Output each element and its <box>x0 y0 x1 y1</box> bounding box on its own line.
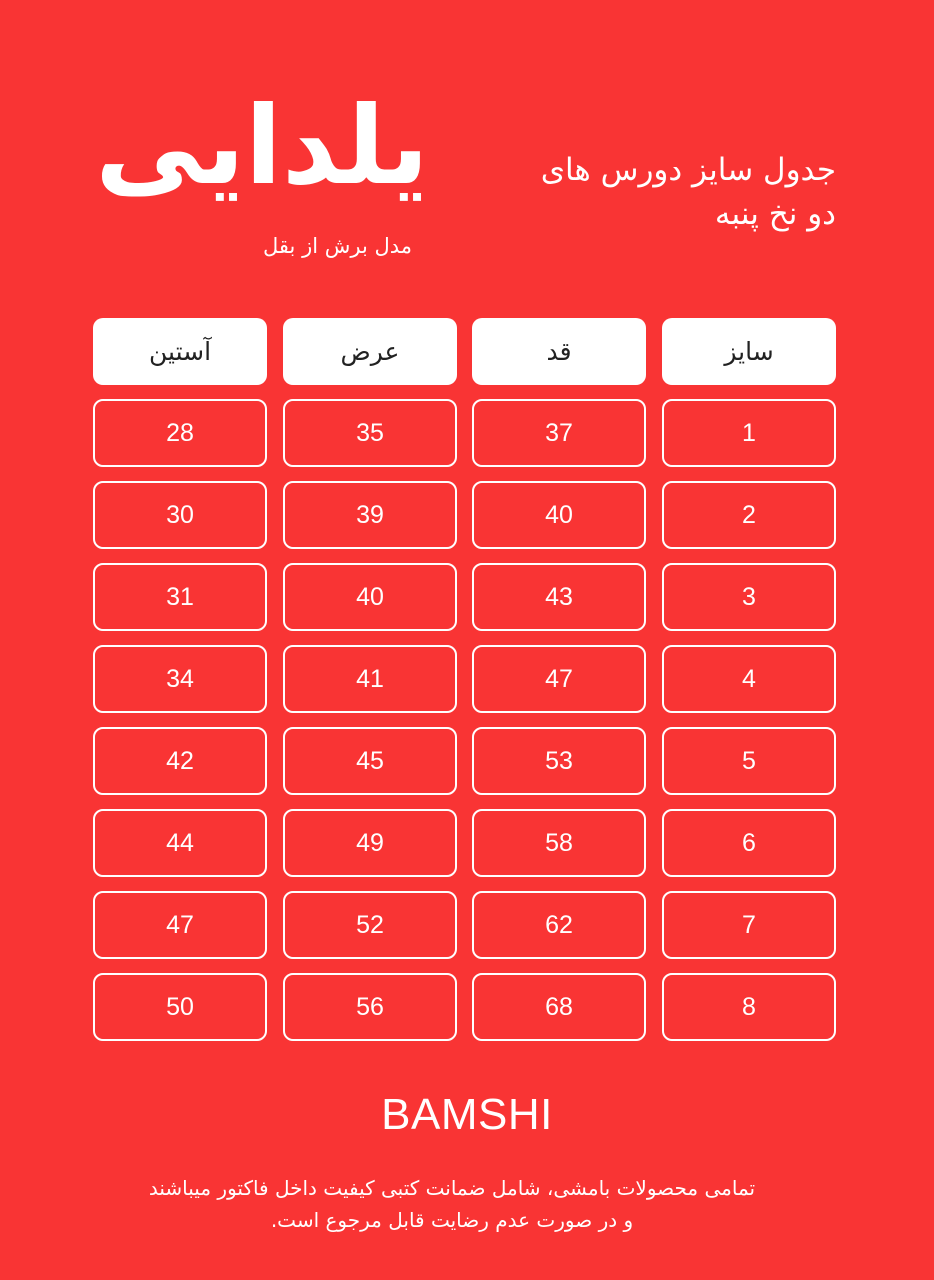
sleeve-cell: 28 <box>93 399 267 467</box>
logo-title: یلدایی <box>95 84 429 209</box>
size-cell: 1 <box>662 399 836 467</box>
table-row <box>93 973 837 1041</box>
width-cell: 56 <box>283 973 457 1041</box>
size-cell: 2 <box>662 481 836 549</box>
chart-title-line-2: دو نخ پنبه <box>714 196 836 232</box>
sleeve-cell: 34 <box>93 645 267 713</box>
size-cell: 4 <box>662 645 836 713</box>
table-row <box>93 563 837 631</box>
table-row <box>93 645 837 713</box>
length-cell: 58 <box>472 809 646 877</box>
sleeve-cell: 44 <box>93 809 267 877</box>
chart-title-line-1: جدول سایز دورس های <box>540 152 836 188</box>
width-cell: 39 <box>283 481 457 549</box>
sleeve-cell: 31 <box>93 563 267 631</box>
table-row <box>93 399 837 467</box>
brand-name: BAMSHI <box>381 1090 553 1139</box>
size-cell: 6 <box>662 809 836 877</box>
size-cell: 8 <box>662 973 836 1041</box>
length-cell: 53 <box>472 727 646 795</box>
column-header-size: سایز <box>662 318 836 385</box>
width-cell: 45 <box>283 727 457 795</box>
column-header-length: قد <box>472 318 646 385</box>
chart-title <box>476 148 836 236</box>
table-row <box>93 727 837 795</box>
width-cell: 41 <box>283 645 457 713</box>
column-header-width: عرض <box>283 318 457 385</box>
footer-line-1: تمامی محصولات بامشی، شامل ضمانت کتبی کیفیت داخل فاکتور میباشند <box>148 1176 756 1200</box>
length-cell: 43 <box>472 563 646 631</box>
length-cell: 47 <box>472 645 646 713</box>
footer-note <box>120 1172 784 1236</box>
length-cell: 40 <box>472 481 646 549</box>
sleeve-cell: 30 <box>93 481 267 549</box>
table-row <box>93 891 837 959</box>
footer-line-2: و در صورت عدم رضایت قابل مرجوع است. <box>270 1208 634 1232</box>
width-cell: 52 <box>283 891 457 959</box>
table-row <box>93 481 837 549</box>
length-cell: 37 <box>472 399 646 467</box>
size-cell: 5 <box>662 727 836 795</box>
sleeve-cell: 50 <box>93 973 267 1041</box>
cut-style-note: مدل برش از بقل <box>263 234 412 258</box>
size-cell: 7 <box>662 891 836 959</box>
size-table <box>93 318 837 1055</box>
table-header-row <box>93 318 837 385</box>
sleeve-cell: 42 <box>93 727 267 795</box>
sleeve-cell: 47 <box>93 891 267 959</box>
width-cell: 40 <box>283 563 457 631</box>
size-cell: 3 <box>662 563 836 631</box>
column-header-sleeve: آستین <box>93 318 267 385</box>
width-cell: 49 <box>283 809 457 877</box>
width-cell: 35 <box>283 399 457 467</box>
length-cell: 62 <box>472 891 646 959</box>
length-cell: 68 <box>472 973 646 1041</box>
table-row <box>93 809 837 877</box>
